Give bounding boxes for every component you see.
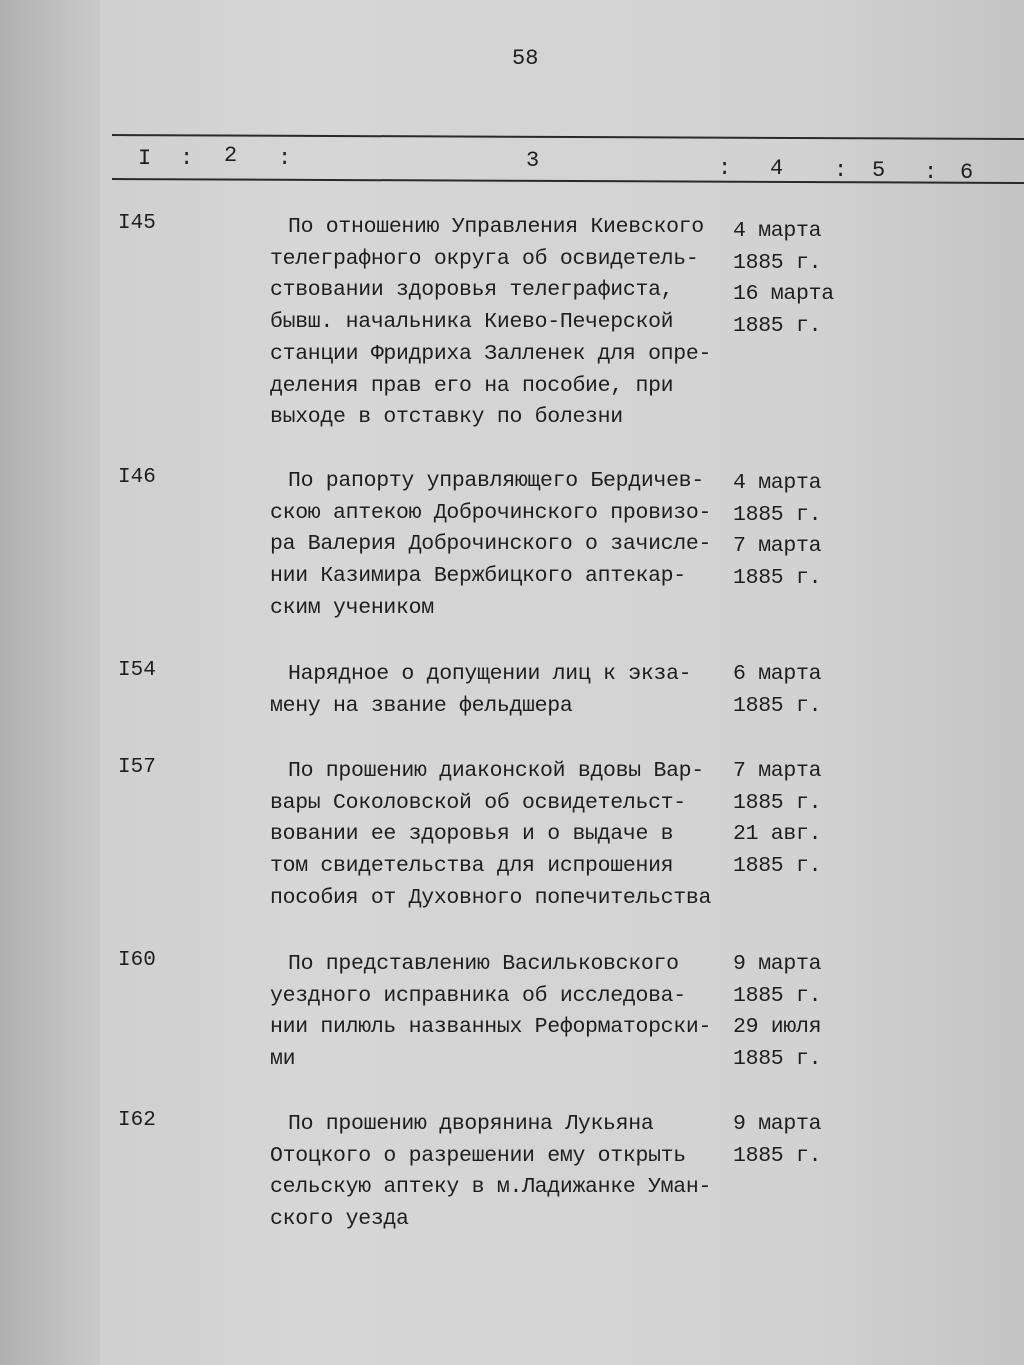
entry-dates xyxy=(733,756,821,883)
date-line: 1885 г. xyxy=(733,693,822,718)
description-line: По представлению Васильковского xyxy=(288,952,679,976)
date-line: 1885 г. xyxy=(733,314,822,339)
description-line: скою аптекою Доброчинского провизо- xyxy=(270,500,712,525)
description-line: ским учеником xyxy=(270,595,434,620)
date-line: 16 марта xyxy=(733,282,834,307)
date-line: 1885 г. xyxy=(733,566,822,591)
header-bottom-rule xyxy=(112,178,1024,184)
date-line: 7 марта xyxy=(733,759,822,783)
header-top-rule xyxy=(112,134,1024,140)
column-header-5: 5 xyxy=(872,158,886,183)
entry-number: I54 xyxy=(118,659,156,682)
date-line: 1885 г. xyxy=(733,983,822,1008)
page-edge-shadow xyxy=(0,0,100,1365)
date-line: 1885 г. xyxy=(733,790,822,815)
date-line: 1885 г. xyxy=(733,854,822,879)
date-line: 4 марта xyxy=(733,471,822,495)
entry-number: I57 xyxy=(118,756,156,779)
date-line: 4 марта xyxy=(733,219,822,243)
description-line: бывш. начальника Киево-Печерской xyxy=(270,310,674,335)
description-line: нии пилюль названных Реформаторски- xyxy=(270,1015,712,1040)
description-line: вовании ее здоровья и о выдаче в xyxy=(270,822,674,847)
entry-description xyxy=(270,659,740,722)
description-line: том свидетельства для испрошения xyxy=(270,854,674,879)
description-line: вары Соколовской об освидетельст- xyxy=(270,790,686,815)
column-separator: : xyxy=(924,160,938,185)
entry-dates xyxy=(733,1109,821,1172)
description-line: ского уезда xyxy=(270,1207,409,1232)
column-header-6: 6 xyxy=(960,160,974,185)
entry-description xyxy=(270,212,740,434)
description-line: По прошению дворянина Лукьяна xyxy=(288,1112,654,1136)
entry-dates xyxy=(733,659,821,722)
description-line: деления прав его на пособие, при xyxy=(270,373,674,398)
description-line: По рапорту управляющего Бердичев- xyxy=(288,469,704,493)
page-number: 58 xyxy=(512,46,539,71)
date-line: 1885 г. xyxy=(733,1047,822,1072)
column-separator: : xyxy=(180,146,194,171)
date-line: 29 июля xyxy=(733,1015,822,1040)
description-line: Отоцкого о разрешении ему открыть xyxy=(270,1143,686,1168)
entry-number: I46 xyxy=(118,466,156,489)
entry-description xyxy=(270,949,740,1076)
description-line: сельскую аптеку в м.Ладижанке Уман- xyxy=(270,1175,712,1200)
description-line: мену на звание фельдшера xyxy=(270,693,573,718)
entry-dates xyxy=(733,468,821,595)
date-line: 9 марта xyxy=(733,952,822,976)
date-line: 21 авг. xyxy=(733,822,822,847)
entry-description xyxy=(270,1109,740,1236)
description-line: уездного исправника об исследова- xyxy=(270,983,686,1008)
description-line: По отношению Управления Киевского xyxy=(288,215,704,239)
description-line: пособия от Духовного попечительства xyxy=(270,885,712,910)
date-line: 9 марта xyxy=(733,1112,822,1136)
description-line: телеграфного округа об освидетель- xyxy=(270,246,699,271)
entry-number: I62 xyxy=(118,1109,156,1132)
column-header-1: I xyxy=(138,146,152,171)
description-line: ра Валерия Доброчинского о зачисле- xyxy=(270,532,712,557)
description-line: станции Фридриха Залленек для опре- xyxy=(270,341,712,366)
column-separator: : xyxy=(834,158,848,183)
description-line: Нарядное о допущении лиц к экза- xyxy=(288,662,692,686)
description-line: выходе в отставку по болезни xyxy=(270,405,623,430)
entry-number: I45 xyxy=(118,212,156,235)
date-line: 1885 г. xyxy=(733,250,822,275)
entry-number: I60 xyxy=(118,949,156,972)
entry-dates xyxy=(733,949,821,1076)
entry-dates xyxy=(733,216,834,343)
description-line: нии Казимира Вержбицкого аптекар- xyxy=(270,564,686,589)
description-line: ствовании здоровья телеграфиста, xyxy=(270,278,674,303)
description-line: По прошению диаконской вдовы Вар- xyxy=(288,759,704,783)
column-header-4: 4 xyxy=(770,156,784,181)
column-header-2: 2 xyxy=(224,143,238,168)
date-line: 6 марта xyxy=(733,662,822,686)
date-line: 1885 г. xyxy=(733,1143,822,1168)
column-separator: : xyxy=(718,156,732,181)
entry-description xyxy=(270,756,740,915)
date-line: 1885 г. xyxy=(733,502,822,527)
column-header-3: 3 xyxy=(526,148,540,173)
entry-description xyxy=(270,466,740,625)
column-separator: : xyxy=(278,146,292,171)
date-line: 7 марта xyxy=(733,534,822,559)
description-line: ми xyxy=(270,1047,296,1072)
